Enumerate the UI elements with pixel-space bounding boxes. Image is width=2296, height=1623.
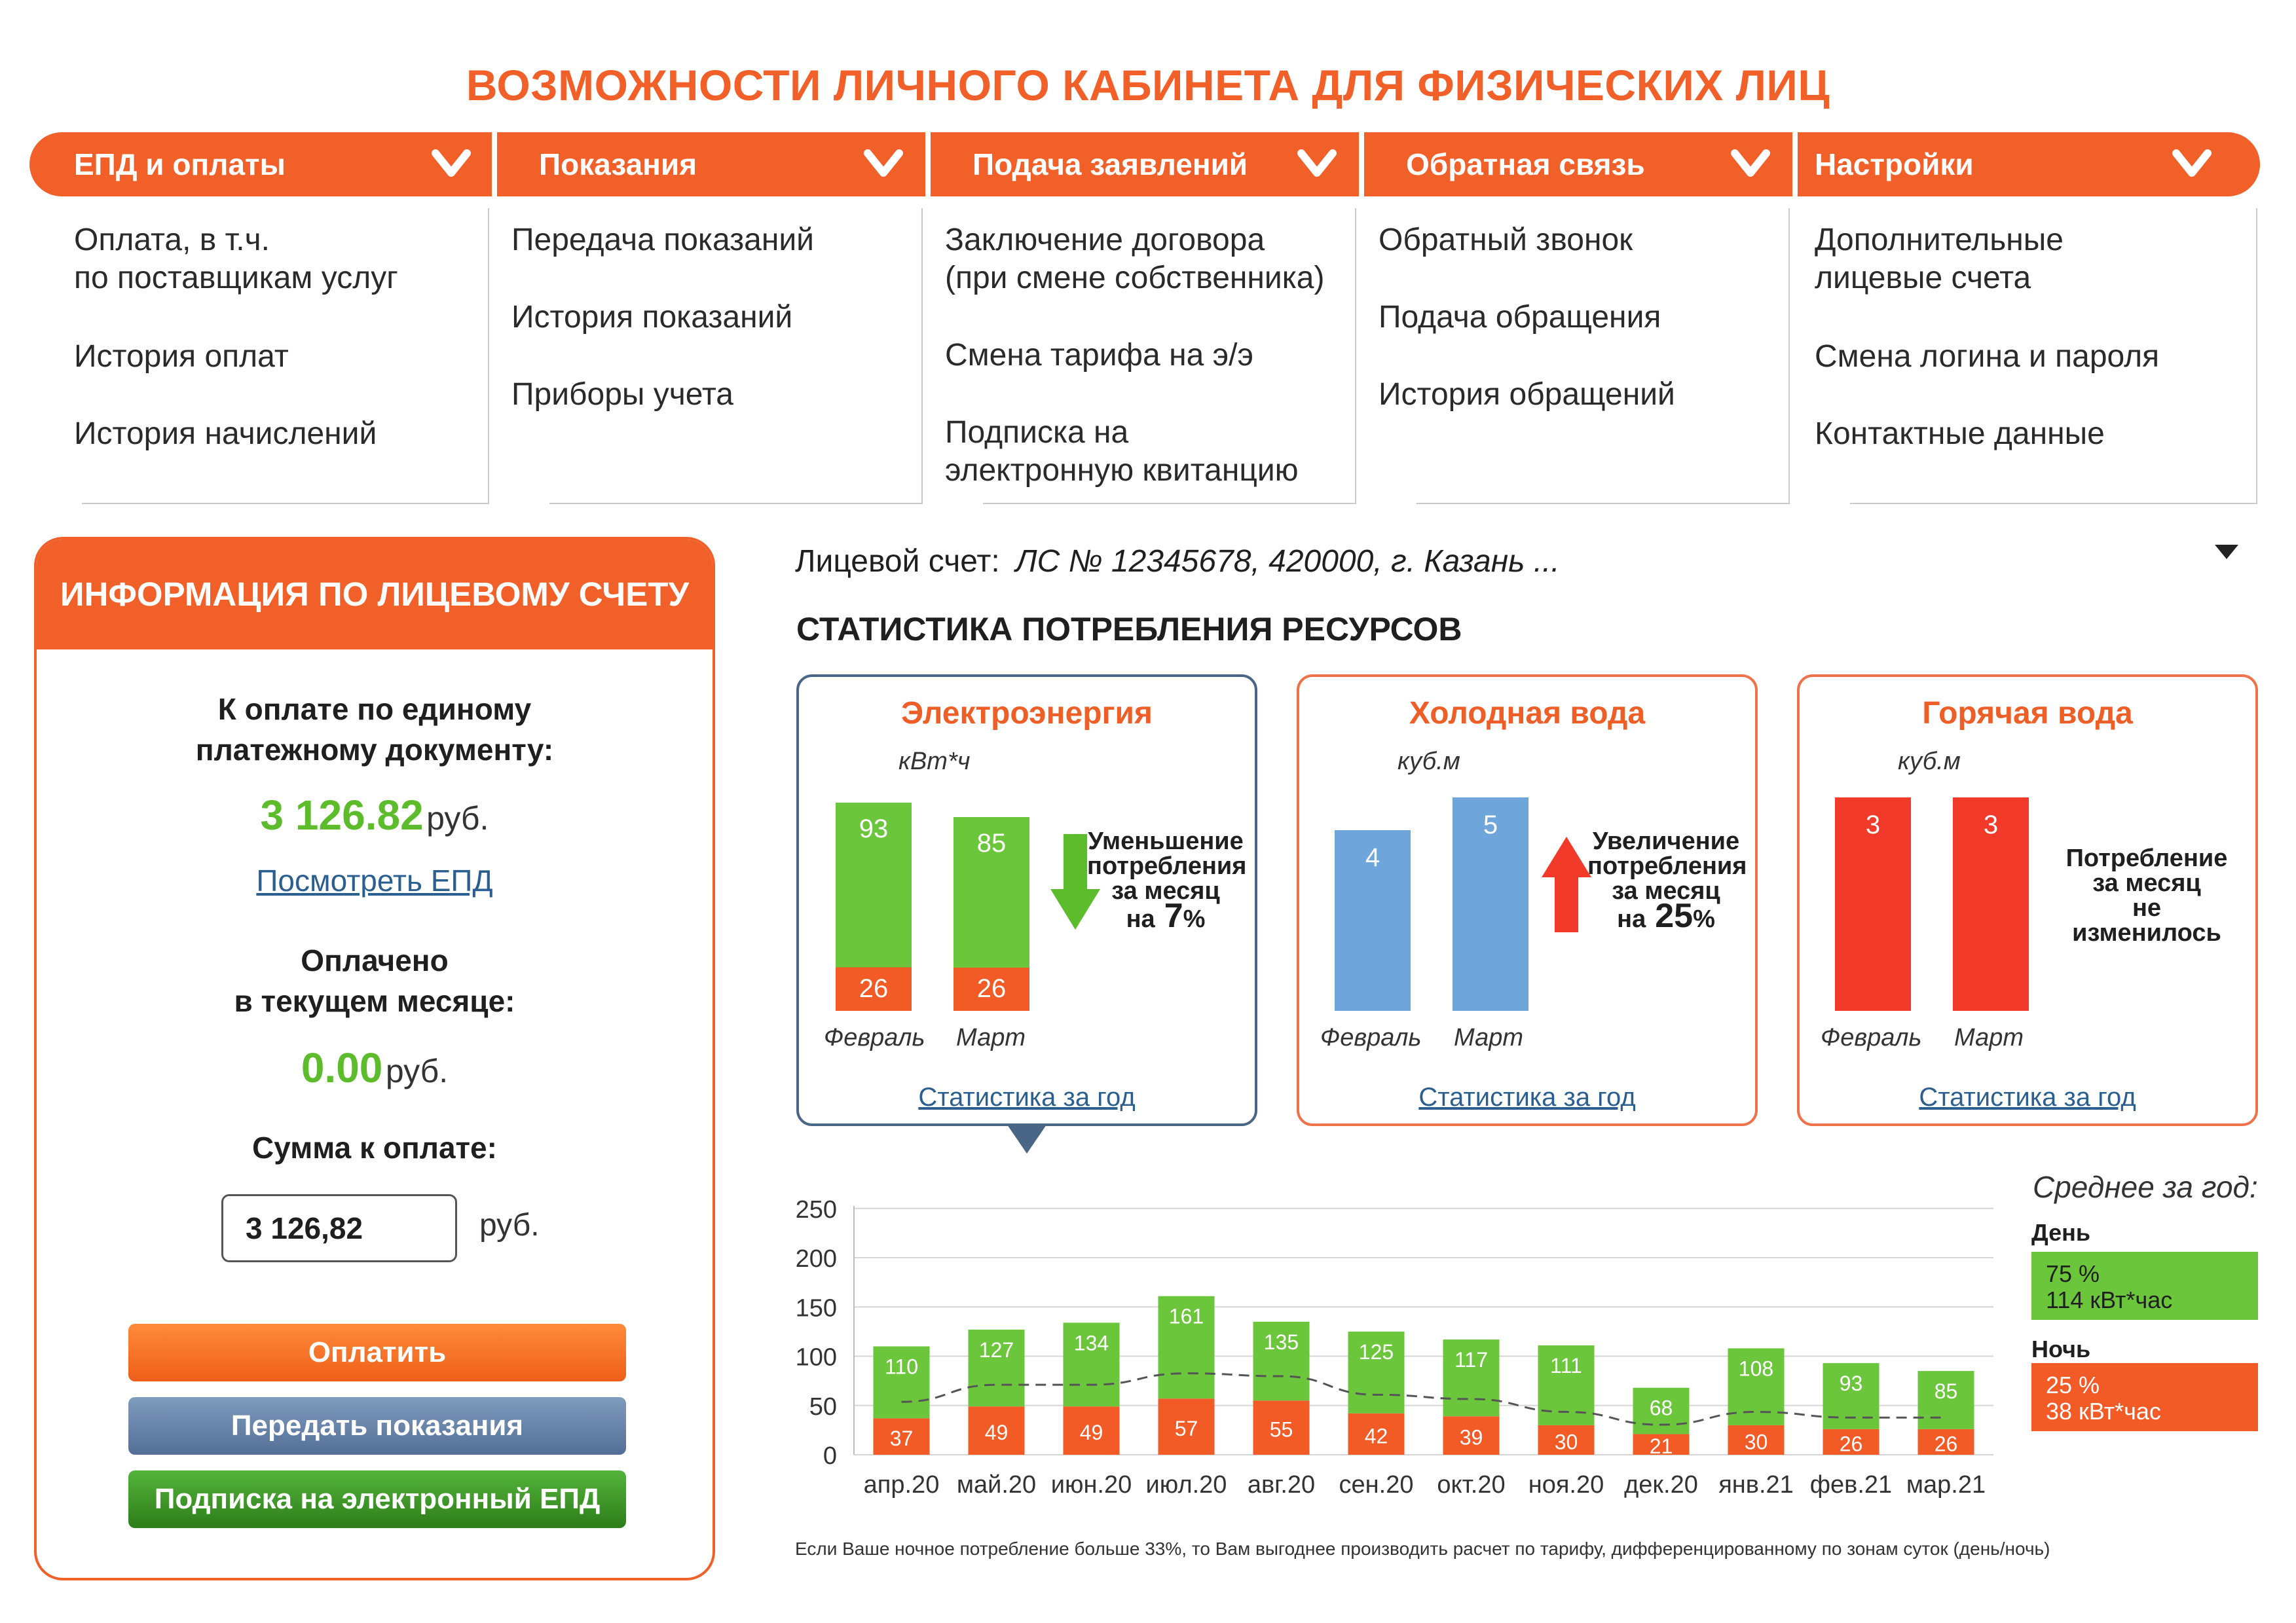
page-title: ВОЗМОЖНОСТИ ЛИЧНОГО КАБИНЕТА ДЛЯ ФИЗИЧЕСКИХ ЛИЦ: [466, 61, 1830, 109]
yearly-consumption-chart: [786, 1172, 2004, 1512]
account-label: Лицевой счет:: [795, 544, 1000, 579]
dropdown-arrow-icon[interactable]: [2213, 542, 2240, 562]
menu-tab-label: Подача заявлений: [972, 147, 1248, 181]
account-info-panel: [34, 537, 715, 1580]
note-prefix: на: [1126, 905, 1155, 933]
sum-label: Сумма к оплате:: [252, 1131, 497, 1165]
resource-bar: [954, 817, 1029, 1011]
bar-night-label: 26: [1839, 1432, 1863, 1456]
legend-day-label: День: [2031, 1219, 2090, 1246]
column-bottom-divider: [1416, 503, 1790, 504]
menu-tab-4[interactable]: [1364, 132, 1792, 196]
year-stats-link[interactable]: Статистика за год: [1919, 1083, 2136, 1112]
bar-value: 3: [1983, 811, 1999, 839]
column-bottom-divider: [82, 503, 489, 504]
top-menu: [29, 132, 2260, 196]
y-tick-label: 50: [809, 1393, 837, 1421]
month-label: Февраль: [824, 1024, 925, 1051]
currency-label: руб.: [426, 800, 489, 837]
chevron-down-icon[interactable]: [2171, 144, 2213, 183]
y-tick-label: 200: [795, 1245, 837, 1273]
info-panel-header: ИНФОРМАЦИЯ ПО ЛИЦЕВОМУ СЧЕТУ: [37, 539, 713, 649]
note-line: за месяц: [1111, 877, 1220, 905]
menu-item[interactable]: История начислений: [74, 416, 377, 451]
x-tick-label: янв.21: [1718, 1471, 1794, 1499]
chevron-down-icon[interactable]: [430, 144, 472, 183]
note-prefix: на: [1617, 905, 1646, 933]
pay-button[interactable]: Оплатить: [128, 1324, 626, 1381]
note-percent: [1587, 897, 1745, 935]
resource-bar: [1335, 830, 1411, 1011]
stats-title: СТАТИСТИКА ПОТРЕБЛЕНИЯ РЕСУРСОВ: [796, 611, 1462, 647]
menu-item[interactable]: Подписка на электронную квитанцию: [945, 415, 1299, 488]
legend-day-box: [2031, 1252, 2258, 1320]
bar-night-label: 30: [1744, 1430, 1768, 1454]
bar-total-label: 161: [1168, 1304, 1204, 1328]
bar-total-label: 85: [1934, 1379, 1958, 1404]
month-label: Март: [1954, 1024, 2024, 1051]
menu-tab-label: Показания: [539, 147, 697, 181]
menu-item[interactable]: Дополнительные лицевые счета: [1815, 223, 2064, 295]
bar-night-value: 26: [976, 974, 1007, 1003]
note-pct-value: 25: [1655, 897, 1694, 935]
paid-number: 0.00: [301, 1044, 383, 1091]
menu-item[interactable]: История оплат: [74, 339, 289, 374]
bar-night-label: 55: [1269, 1417, 1293, 1442]
bar-night-label: 30: [1554, 1430, 1578, 1454]
bar-total-label: 127: [978, 1338, 1014, 1362]
bar-night-label: 57: [1174, 1417, 1198, 1441]
x-tick-label: сен.20: [1339, 1471, 1414, 1499]
menu-tab-3[interactable]: [931, 132, 1359, 196]
note-pct-sign: %: [1183, 905, 1206, 933]
chevron-down-icon[interactable]: [1730, 144, 1771, 183]
subscribe-epd-button[interactable]: Подписка на электронный ЕПД: [128, 1470, 626, 1528]
x-tick-label: апр.20: [863, 1471, 940, 1499]
menu-item[interactable]: Оплата, в т.ч. по поставщикам услуг: [74, 223, 398, 295]
account-value: ЛС № 12345678, 420000, г. Казань ...: [1015, 544, 1560, 579]
note-percent: [1087, 897, 1244, 935]
active-card-pointer: [1007, 1125, 1046, 1154]
menu-item[interactable]: Обратный звонок: [1379, 223, 1633, 257]
bar-value: 3: [1865, 811, 1881, 839]
bar-total-label: 135: [1263, 1330, 1299, 1354]
bar-night-label: 26: [1934, 1432, 1958, 1456]
paid-amount: [37, 1044, 713, 1092]
note-line: Потребление: [2065, 845, 2228, 872]
bar-total-label: 93: [1839, 1372, 1863, 1396]
view-epd-link[interactable]: Посмотреть ЕПД: [256, 864, 493, 898]
resource-bar: [1835, 797, 1911, 1011]
x-tick-label: мар.21: [1906, 1471, 1986, 1499]
chevron-down-icon[interactable]: [862, 144, 904, 183]
change-note: [1587, 828, 1747, 935]
month-label: Февраль: [1320, 1024, 1422, 1051]
column-bottom-divider: [549, 503, 923, 504]
menu-tab-label: ЕПД и оплаты: [74, 147, 286, 181]
x-tick-label: июн.20: [1050, 1471, 1132, 1499]
y-tick-label: 100: [795, 1343, 837, 1372]
bar-night-label: 49: [984, 1421, 1009, 1445]
resource-card-2[interactable]: [1297, 674, 1758, 1126]
paid-label: Оплачено в текущем месяце:: [234, 943, 515, 1018]
column-bottom-divider: [1850, 503, 2257, 504]
legend-night-box: [2031, 1363, 2258, 1431]
bar-total-label: 117: [1454, 1347, 1489, 1372]
sum-currency: руб.: [479, 1208, 540, 1243]
trend-line: [902, 1374, 1946, 1425]
menu-item[interactable]: История показаний: [511, 300, 793, 335]
currency-label: руб.: [385, 1053, 449, 1089]
menu-item[interactable]: Смена логина и пароля: [1815, 339, 2160, 374]
note-line: Увеличение: [1592, 828, 1740, 855]
resource-bar: [1453, 797, 1528, 1011]
y-tick-label: 0: [823, 1442, 837, 1470]
change-note: [1087, 828, 1247, 935]
bar-night-label: 21: [1649, 1434, 1673, 1459]
bar-total-label: 134: [1073, 1331, 1109, 1355]
column-divider: [921, 208, 923, 503]
resource-title: Горячая вода: [1922, 696, 2133, 731]
resource-card-1[interactable]: [796, 674, 1257, 1126]
legend-day-value: 114 кВт*час: [2046, 1286, 2173, 1313]
menu-item[interactable]: Заключение договора (при смене собственника): [945, 223, 1325, 295]
menu-item[interactable]: Подача обращения: [1379, 300, 1661, 335]
bar-night-label: 42: [1364, 1424, 1388, 1448]
menu-tab-1[interactable]: [29, 132, 492, 196]
resource-bar: [836, 803, 912, 1011]
menu-tab-label: Настройки: [1815, 147, 1974, 181]
menu-tab-2[interactable]: [497, 132, 925, 196]
menu-item[interactable]: Приборы учета: [511, 377, 733, 412]
note-pct-sign: %: [1693, 905, 1715, 933]
x-tick-label: окт.20: [1437, 1471, 1506, 1499]
x-tick-label: июл.20: [1145, 1471, 1227, 1499]
bar-night-label: 37: [889, 1427, 914, 1451]
x-tick-label: ноя.20: [1528, 1471, 1604, 1499]
resource-card-3[interactable]: [1797, 674, 2258, 1126]
bar-total-label: 108: [1738, 1357, 1774, 1381]
note-line: за месяц: [1612, 877, 1720, 905]
bar-night-label: 49: [1079, 1421, 1103, 1445]
year-stats-link[interactable]: Статистика за год: [918, 1083, 1136, 1112]
bar-value: 4: [1365, 843, 1380, 872]
to-pay-amount: [37, 791, 713, 839]
year-stats-link[interactable]: Статистика за год: [1418, 1083, 1636, 1112]
menu-item[interactable]: Контактные данные: [1815, 416, 2105, 451]
menu-item[interactable]: Смена тарифа на э/э: [945, 338, 1253, 373]
to-pay-label: К оплате по единому платежному документу:: [195, 692, 554, 767]
column-divider: [1355, 208, 1356, 503]
bar-total-label: 125: [1358, 1340, 1394, 1364]
note-line: потребления: [1087, 852, 1247, 880]
note-line: Уменьшение: [1088, 828, 1244, 855]
resource-title: Холодная вода: [1409, 696, 1646, 731]
bar-night-label: 39: [1459, 1425, 1483, 1450]
menu-item[interactable]: История обращений: [1379, 377, 1675, 412]
column-divider: [488, 208, 489, 503]
x-tick-label: фев.21: [1809, 1471, 1893, 1499]
bar-total-label: 68: [1649, 1396, 1673, 1420]
y-tick-label: 150: [795, 1294, 837, 1322]
note-pct-value: 7: [1164, 897, 1183, 935]
menu-tab-5[interactable]: [1798, 132, 2260, 196]
legend-day-pct: 75 %: [2046, 1260, 2100, 1287]
note-line: потребления: [1587, 852, 1747, 880]
menu-tab-label: Обратная связь: [1406, 147, 1645, 181]
account-selector[interactable]: [795, 543, 1560, 579]
sum-input[interactable]: 3 126,82: [221, 1194, 457, 1262]
bar-total-label: 111: [1550, 1353, 1582, 1377]
bar-value: 5: [1483, 811, 1498, 839]
y-tick-label: 250: [795, 1195, 837, 1224]
legend-night-label: Ночь: [2031, 1336, 2091, 1362]
change-note: [2062, 846, 2232, 945]
legend-night-value: 38 кВт*час: [2046, 1398, 2161, 1425]
resource-unit: куб.м: [1898, 748, 1961, 775]
footnote: Если Ваше ночное потребление больше 33%, то Вам выгоднее производить расчет по тарифу, дифференцированному по зонам суток (день/ночь): [795, 1539, 2050, 1559]
to-pay-number: 3 126.82: [260, 792, 424, 839]
chevron-down-icon[interactable]: [1296, 144, 1338, 183]
legend-title: Среднее за год:: [2033, 1170, 2258, 1204]
legend-night-pct: 25 %: [2046, 1372, 2100, 1398]
resource-bar: [1953, 797, 2029, 1011]
bar-day-value: 85: [976, 828, 1007, 858]
x-tick-label: дек.20: [1624, 1471, 1698, 1499]
submit-readings-button[interactable]: Передать показания: [128, 1397, 626, 1455]
column-divider: [2256, 208, 2257, 503]
note-line: не изменилось: [2072, 894, 2221, 947]
menu-item[interactable]: Передача показаний: [511, 223, 814, 257]
month-label: Февраль: [1821, 1024, 1922, 1051]
x-tick-label: авг.20: [1247, 1471, 1316, 1499]
note-line: за месяц: [2092, 869, 2201, 897]
bar-night-value: 26: [859, 974, 889, 1003]
bar-day-value: 93: [859, 814, 889, 844]
bar-total-label: 110: [884, 1355, 919, 1379]
column-bottom-divider: [983, 503, 1356, 504]
x-tick-label: май.20: [956, 1471, 1037, 1499]
month-label: Март: [956, 1024, 1026, 1051]
resource-title: Электроэнергия: [900, 696, 1153, 731]
resource-unit: кВт*ч: [898, 748, 971, 775]
column-divider: [1788, 208, 1790, 503]
month-label: Март: [1454, 1024, 1524, 1051]
arrow-up-icon: [1540, 837, 1593, 935]
resource-unit: куб.м: [1398, 748, 1460, 775]
